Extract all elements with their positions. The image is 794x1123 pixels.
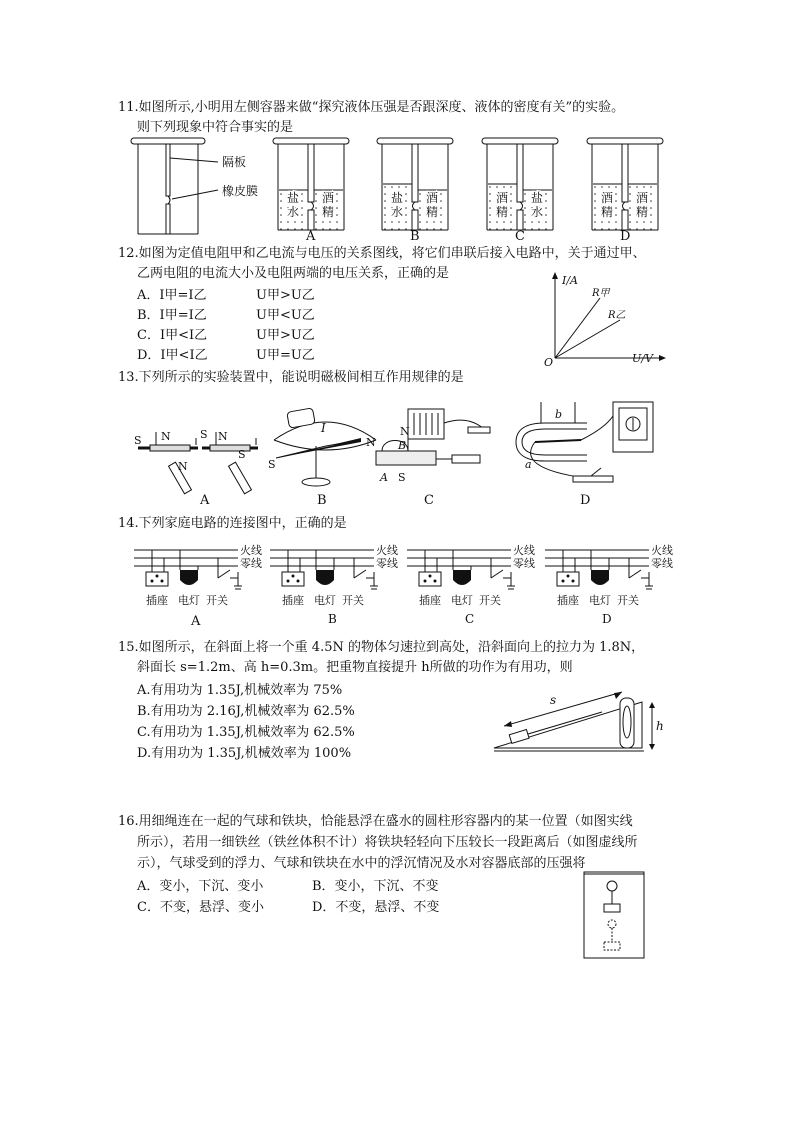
beaker-right-liquid-1: 酒: [636, 191, 649, 205]
q15-stem-line2: 斜面长 s=1.2m、高 h=0.3m。把重物直接提升 h所做的功作为有用功，则: [137, 660, 573, 675]
graph-y-label: I/A: [562, 274, 578, 287]
q13-stem: 13.下列所示的实验装置中，能说明磁极间相互作用规律的是: [118, 370, 464, 385]
q12-option-a-voltage: U甲>U乙: [256, 288, 315, 303]
beaker-left-liquid-1: 盐: [391, 191, 404, 205]
q16-option-d: D．不变，悬浮、不变: [312, 900, 440, 915]
q11-option-letter: C: [515, 229, 525, 244]
q12-stem-line1: 12.如图为定值电阻甲和乙电流与电压的关系图线，将它们串联后接入电路中，关于通过甲、: [118, 246, 646, 261]
graph-x-label: U/V: [632, 352, 653, 365]
socket-label: 插座: [282, 594, 304, 607]
neutral-wire-label: 零线: [376, 557, 398, 570]
fig-c-s: S: [398, 471, 406, 484]
q14-option-letter: B: [328, 612, 337, 626]
q11-option-letter: D: [620, 229, 631, 244]
beaker-right-liquid-1: 酒: [322, 191, 335, 205]
r-yi-line: [555, 320, 620, 358]
fig-a-s2: S: [200, 428, 208, 441]
q14-stem: 14.下列家庭电路的连接图中，正确的是: [118, 516, 347, 531]
lamp-label: 电灯: [451, 594, 473, 607]
lamp-label: 电灯: [314, 594, 336, 607]
live-wire-label: 火线: [376, 544, 398, 557]
socket-label: 插座: [419, 594, 441, 607]
q13-option-letter: B: [317, 493, 327, 508]
q14-circuit-c: [407, 540, 547, 610]
fig-c-a: A: [380, 471, 388, 484]
q14-option-letter: C: [465, 612, 475, 626]
fig-d-a: a: [525, 458, 532, 471]
incline-h-label: h: [656, 719, 664, 733]
beaker-left-liquid-2: 精: [601, 205, 614, 219]
fig-a-s3: S: [238, 448, 246, 461]
fig-a-n3: N: [178, 460, 188, 473]
q16-option-c: C．不变，悬浮、变小: [137, 900, 264, 915]
beaker-left-liquid-1: 酒: [496, 191, 509, 205]
q15-option-d: D.有用功为 1.35J,机械效率为 100%: [137, 746, 352, 761]
iron-block-solid: [604, 904, 620, 912]
lamp-label: 电灯: [178, 594, 200, 607]
beaker-left-liquid-2: 精: [496, 205, 509, 219]
live-wire-label: 火线: [240, 544, 262, 557]
fig-a-s1: S: [134, 434, 142, 447]
q14-option-letter: D: [602, 612, 612, 626]
q11-membrane-label: 橡皮膜: [222, 184, 259, 198]
q16-option-a: A．变小，下沉、变小: [137, 879, 264, 894]
q12-option-c-voltage: U甲>U乙: [256, 328, 315, 343]
incline-s-label: s: [550, 693, 557, 707]
q11-option-letter: A: [306, 229, 316, 244]
q15-option-a: A.有用功为 1.35J,机械效率为 75%: [137, 683, 343, 698]
q12-option-d-current: D．I甲<I乙: [137, 348, 208, 363]
switch-label: 开关: [342, 594, 364, 607]
fig-b-s: S: [268, 458, 276, 471]
switch-label: 开关: [479, 594, 501, 607]
q12-option-d-voltage: U甲=U乙: [256, 348, 315, 363]
beaker-right-liquid-2: 精: [426, 205, 439, 219]
q16-option-b: B．变小，下沉、不变: [312, 879, 439, 894]
fig-a-n1: N: [161, 430, 171, 443]
beaker-right-liquid-1: 酒: [426, 191, 439, 205]
q12-option-c-current: C．I甲<I乙: [137, 328, 208, 343]
q13-option-letter: C: [424, 493, 434, 508]
q15-incline-figure: [492, 690, 667, 755]
q11-stem-line2: 则下列现象中符合事实的是: [137, 120, 294, 135]
q13-figure-a: [128, 420, 278, 490]
q15-option-b: B.有用功为 2.16J,机械效率为 62.5%: [137, 704, 355, 719]
q12-option-b-voltage: U甲<U乙: [256, 308, 315, 323]
q14-circuit-b: [270, 540, 410, 610]
switch-label: 开关: [617, 594, 639, 607]
q14-circuit-d: [545, 540, 685, 610]
r-jia-line: [555, 298, 600, 358]
q11-partition-label: 隔板: [222, 155, 247, 169]
q16-stem-line3: 示），气球受到的浮力、气球和铁块在水中的浮沉情况及水对容器底部的压强将: [137, 856, 586, 871]
q13-figure-d: [505, 398, 660, 493]
socket-label: 插座: [146, 594, 168, 607]
q15-option-c: C.有用功为 1.35J,机械效率为 62.5%: [137, 725, 355, 740]
q11-stem-line1: 11.如图所示,小明用左侧容器来做“探究液体压强是否跟深度、液体的密度有关”的实验。: [118, 100, 625, 115]
q11-option-letter: B: [410, 229, 420, 244]
fig-a-n2: N: [218, 430, 228, 443]
q16-stem-line2: 所示），若用一细铁丝（铁丝体积不计）将铁块轻轻向下压较长一段距离后（如图虚线所: [137, 835, 638, 850]
neutral-wire-label: 零线: [651, 557, 673, 570]
fig-c-b: B: [398, 439, 407, 452]
q14-circuit-a: [134, 540, 274, 610]
q16-stem-line1: 16.用细绳连在一起的气球和铁块，恰能悬浮在盛水的圆柱形容器内的某一位置（如图实线: [118, 814, 633, 829]
switch-label: 开关: [206, 594, 228, 607]
beaker-right-liquid-2: 水: [531, 205, 544, 219]
graph-origin: O: [544, 356, 554, 369]
fig-b-n: N: [366, 436, 376, 449]
beaker-left-liquid-2: 水: [287, 205, 300, 219]
beaker-right-liquid-1: 盐: [531, 191, 544, 205]
socket-label: 插座: [557, 594, 579, 607]
q12-stem-line2: 乙两电阻的电流大小及电阻两端的电压关系，正确的是: [137, 266, 450, 281]
fig-d-b: b: [555, 408, 563, 421]
beaker-left-liquid-1: 酒: [601, 191, 614, 205]
graph-r-yi: R乙: [608, 310, 626, 321]
neutral-wire-label: 零线: [513, 557, 535, 570]
q16-container-figure: [580, 870, 650, 962]
live-wire-label: 火线: [513, 544, 535, 557]
q13-option-letter: A: [200, 493, 210, 508]
live-wire-label: 火线: [651, 544, 673, 557]
q14-option-letter-a: A: [191, 614, 201, 629]
neutral-wire-label: 零线: [240, 557, 262, 570]
q13-option-letter: D: [580, 493, 591, 508]
graph-r-jia: R甲: [592, 288, 610, 299]
q13-figure-c: [368, 405, 498, 490]
q12-iu-graph: [540, 270, 680, 370]
beaker-left-liquid-2: 水: [391, 205, 404, 219]
balloon-solid: [607, 881, 617, 891]
fig-c-n: N: [400, 425, 410, 438]
fig-b-current: I: [321, 421, 326, 435]
beaker-left-liquid-1: 盐: [287, 191, 300, 205]
q15-stem-line1: 15.如图所示，在斜面上将一个重 4.5N 的物体匀速拉到高处，沿斜面向上的拉力为 1.8N，: [118, 640, 645, 655]
beaker-right-liquid-2: 精: [322, 205, 335, 219]
q12-option-b-current: B．I甲=I乙: [137, 308, 207, 323]
q12-option-a-current: A．I甲=I乙: [137, 288, 207, 303]
beaker-right-liquid-2: 精: [636, 205, 649, 219]
lamp-label: 电灯: [589, 594, 611, 607]
